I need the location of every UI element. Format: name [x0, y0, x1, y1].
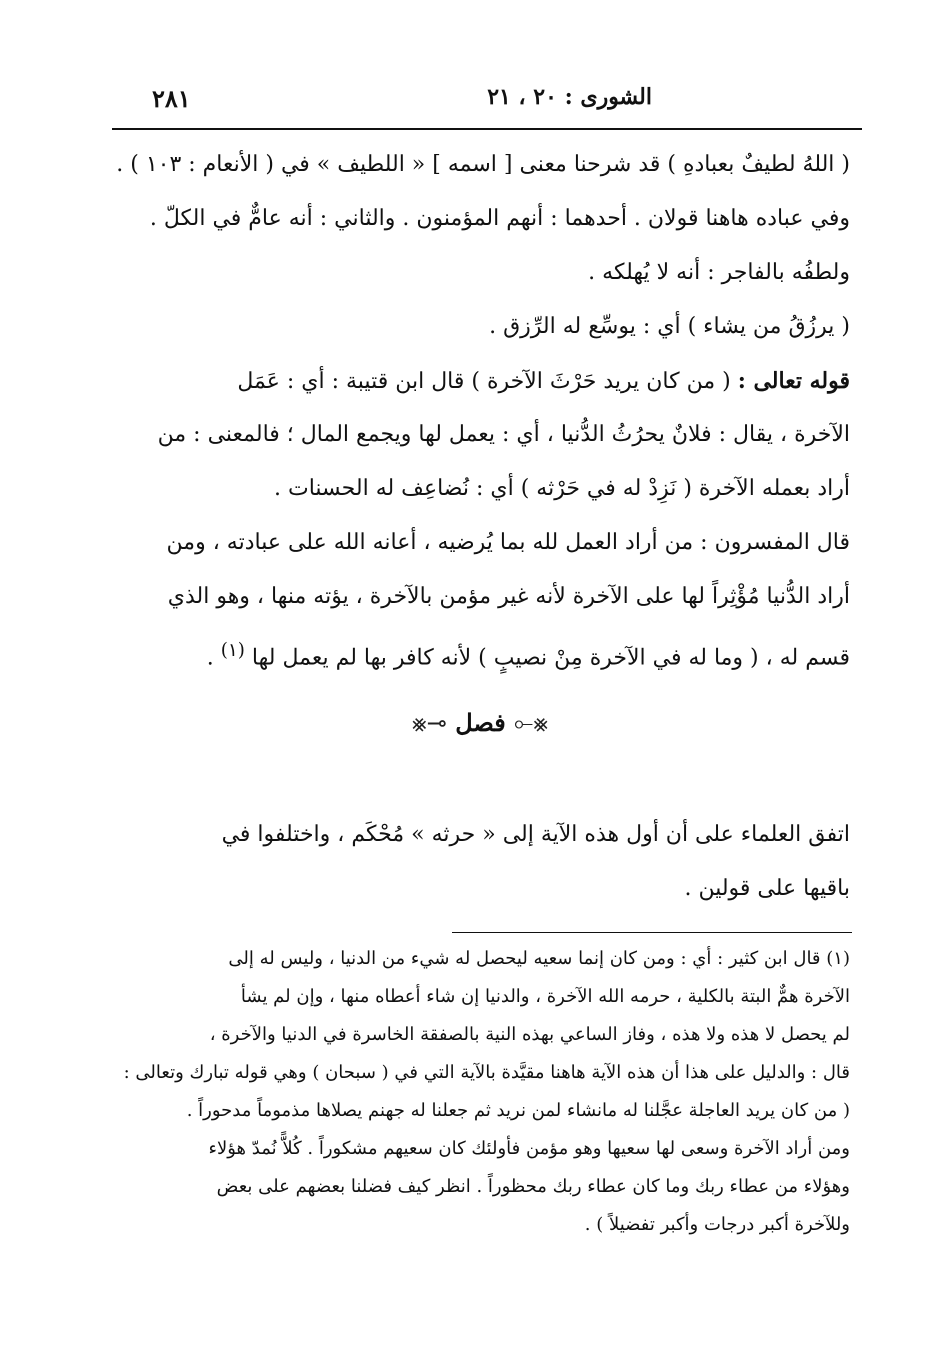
- footnote-line: وللآخرة أكبر درجات وأكبر تفضيلاً ) .: [584, 1214, 850, 1235]
- qawl-label: قوله تعالى :: [737, 368, 850, 394]
- text-line: ولطفُه بالفاجر : أنه لا يُهلكه .: [588, 260, 850, 285]
- end-dot: .: [206, 645, 214, 671]
- footnote-ref: (١): [220, 640, 245, 661]
- footnote-line: وهؤلاء من عطاء ربك وما كان عطاء ربك محظوراً . انظر كيف فضلنا بعضهم على بعض: [216, 1176, 850, 1197]
- running-title: الشورى : ٢٠ ، ٢١: [487, 84, 652, 110]
- footnote-line: قال : والدليل على هذا أن هذه الآية هاهنا مقيَّدة بالآية التي في ( سبحان ) وهي قوله تبارك وتعالى :: [123, 1062, 850, 1083]
- header-rule: [112, 128, 862, 130]
- page-header: [112, 78, 862, 128]
- text-line: ( اللهُ لطيفٌ بعبادهِ ) قد شرحنا معنى [ اسمه ] « اللطيف » في ( الأنعام : ١٠٣ ) .: [116, 152, 850, 177]
- text-line: أراد بعمله الآخرة ( نَزِدْ له في حَرْثه ) أي : نُضاعِف له الحسنات .: [274, 476, 850, 501]
- text-line: الآخرة ، يقال : فلانٌ يحرُثُ الدُّنيا ، أي : يعمل لها ويجمع المال ؛ فالمعنى : من: [157, 422, 850, 447]
- ornament-right: ⨳⊸: [514, 709, 549, 737]
- text-line: أراد الدُّنيا مُؤْثِراً لها على الآخرة لأنه غير مؤمن بالآخرة ، يؤته منها ، وهو الذي: [167, 584, 850, 609]
- footnote-line: ( من كان يريد العاجلة عجَّلنا له مانشاء لمن نريد ثم جعلنا له جهنم يصلاها مذموماً مدحوراً .: [186, 1100, 850, 1121]
- footnotes: [100, 940, 850, 1244]
- text-line: [110, 354, 850, 408]
- section-text: [100, 808, 850, 916]
- text-line: قال المفسرون : من أراد العمل لله بما يُرضيه ، أعانه الله على عبادته ، ومن: [166, 530, 850, 555]
- footnote-line: (١) قال ابن كثير : أي : ومن كان إنما سعيه ليحصل له شيء من الدنيا ، وليس له إلى: [228, 948, 850, 969]
- section-heading: [110, 708, 850, 737]
- ornament-left: ⊸⨳: [411, 709, 447, 737]
- main-text: [110, 138, 850, 678]
- text-line: باقيها على قولين .: [684, 876, 850, 901]
- qawl-text: ( من كان يريد حَرْثَ الآخرة ) قال ابن قتيبة : أي : عَمَل: [237, 369, 731, 394]
- text-line: اتفق العلماء على أن أول هذه الآية إلى « حرثه » مُحْكَم ، واختلفوا في: [221, 822, 850, 847]
- footnote-line: لم يحصل لا هذه ولا هذه ، وفاز الساعي بهذه النية بالصفقة الخاسرة في الدنيا والآخرة ،: [209, 1024, 850, 1045]
- section-title: فصل: [455, 708, 506, 737]
- text-line: ( يرزُقُ من يشاء ) أي : يوسِّع له الرِّزق .: [489, 314, 850, 339]
- footnote-rule: [452, 932, 852, 933]
- text-line: وفي عباده هاهنا قولان . أحدهما : أنهم المؤمنون . والثاني : أنه عامٌّ في الكلّ .: [149, 206, 850, 231]
- footnote-line: ومن أراد الآخرة وسعى لها سعيها وهو مؤمن فأولئك كان سعيهم مشكوراً . كُلاًّ نُمدّ هؤلاء: [208, 1138, 850, 1159]
- text-line-content: قسم له ، ( وما له في الآخرة مِنْ نصيبٍ ) لأنه كافر بها لم يعمل لها: [251, 645, 850, 671]
- footnote-line: الآخرة همٌّ البتة بالكلية ، حرمه الله الآخرة ، والدنيا إن شاء أعطاه منها ، وإن لم يشأ: [240, 986, 850, 1007]
- page-number: ٢٨١: [152, 84, 191, 113]
- text-line: [110, 624, 850, 678]
